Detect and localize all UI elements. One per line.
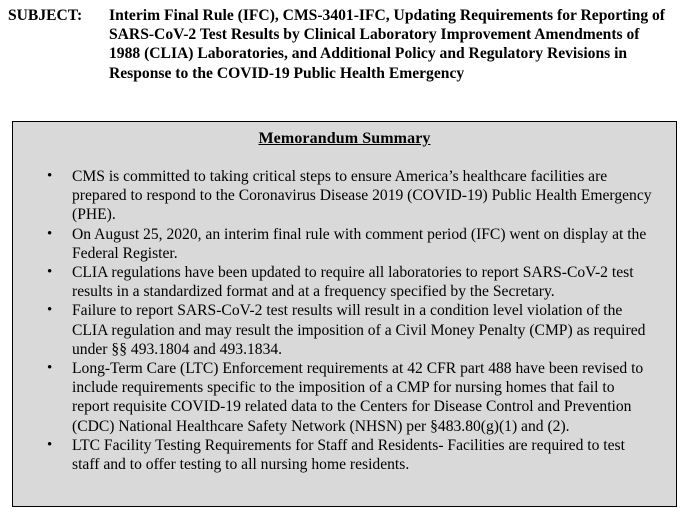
subject-block: [8, 6, 688, 83]
list-item: [13, 225, 676, 263]
list-item-text: CMS is committed to taking critical steps to ensure America’s healthcare facilities are prepared to respond to the Coronavirus Disease 2019 (COVID-19) Public Health Emergency (PHE).: [72, 168, 652, 224]
list-item-text: On August 25, 2020, an interim final rule with comment period (IFC) went on display at the Federal Register.: [72, 225, 647, 262]
list-item: [13, 301, 676, 359]
list-item: [13, 436, 676, 474]
bullet-icon: •: [47, 168, 53, 184]
list-item-text: LTC Facility Testing Requirements for Staff and Residents- Facilities are required to test staff and to offer testing to all nursing home residents.: [72, 436, 625, 474]
list-item: [13, 359, 676, 436]
bullet-icon: •: [47, 360, 53, 377]
list-item: [13, 167, 676, 225]
list-item-text: CLIA regulations have been updated to require all laboratories to report SARS-CoV-2 test results in a standardized format and at a frequency specified by the Secretary.: [72, 264, 634, 301]
bullet-icon: •: [47, 302, 53, 319]
list-item-text: Failure to report SARS-CoV-2 test results will result in a condition level violation of the CLIA regulation and may result the imposition of a Civil Money Penalty (CMP) as required under §§ 493.1804 and 493.1834.: [72, 302, 646, 358]
summary-title: Memorandum Summary: [258, 130, 431, 147]
list-item: [13, 263, 676, 301]
bullet-icon: •: [47, 264, 53, 281]
memorandum-summary-box: [12, 121, 677, 507]
list-item-text: Long-Term Care (LTC) Enforcement requirements at 42 CFR part 488 have been revised to include requirements specific to the imposition of a CMP for nursing homes that fail to report requisite COVID-19 related data to the Centers for Disease Control and Prevention (CDC) National Healthcare Safety Network (NHSN) per §483.80(g)(1) and (2).: [72, 360, 644, 435]
subject-text: Interim Final Rule (IFC), CMS-3401-IFC, Updating Requirements for Reporting of SARS-CoV-2 Test Results by Clinical Laboratory Improvement Amendments of 1988 (CLIA) Laboratories, and Additional Policy and Regulatory Revisions in Response to the COVID-19 Public Health Emergency: [109, 7, 665, 82]
bullet-icon: •: [47, 436, 53, 453]
summary-bullet-list: [13, 167, 676, 474]
subject-label: SUBJECT:: [8, 7, 83, 24]
bullet-icon: •: [47, 225, 53, 242]
